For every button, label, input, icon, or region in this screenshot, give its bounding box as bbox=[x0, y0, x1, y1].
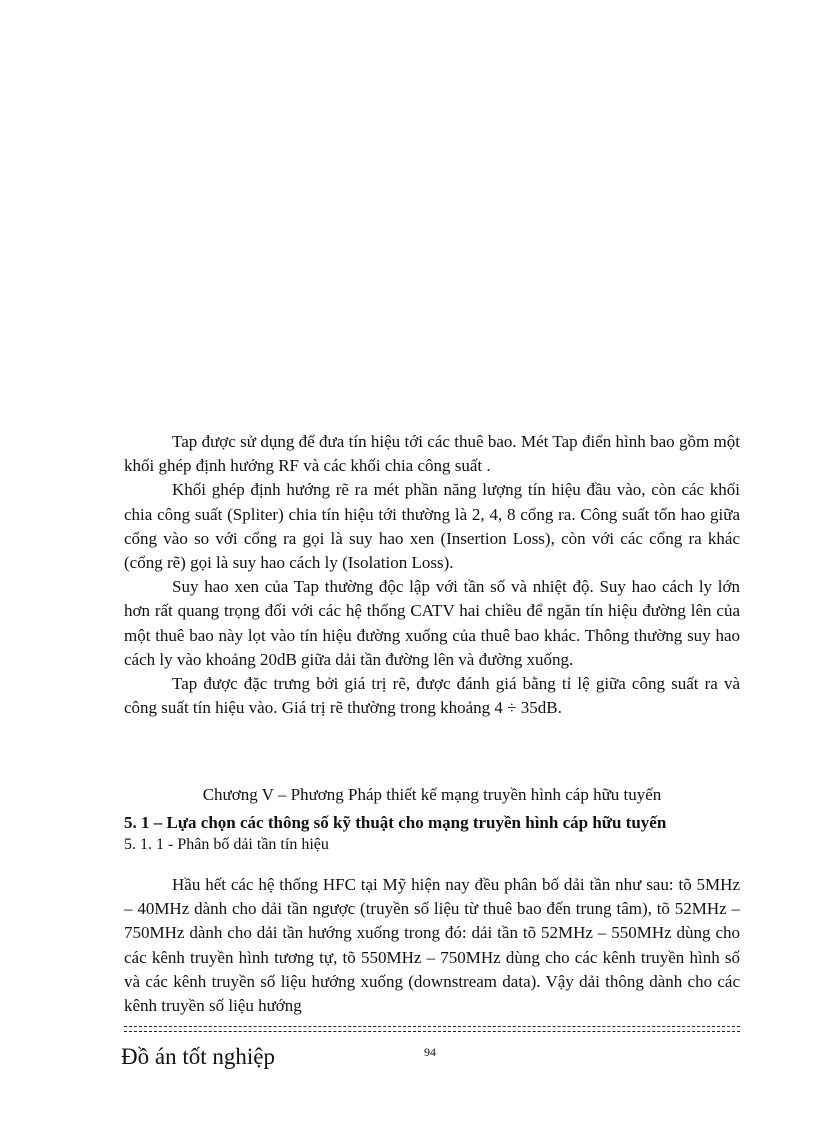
subsection-heading: 5. 1. 1 - Phân bố dải tần tín hiệu bbox=[124, 836, 329, 853]
paragraph-tap-value: Tap được đặc trưng bởi giá trị rẽ, được đánh giá bằng tỉ lệ giữa công suất ra và công suất tín hiệu vào. Giá trị rẽ thường trong khoảng 4 ÷ 35dB. bbox=[124, 674, 740, 718]
paragraph-insertion-loss: Suy hao xen của Tap thường độc lập với tần số và nhiệt độ. Suy hao cách ly lớn hơn rất quang trọng đối với các hệ thống CATV hai chiều để ngăn tín hiệu đường lên của một thuê bao này lọt vào tín hiệu đường xuống của thuê bao khác. Thông thường suy hao cách ly vào khoảng 20dB giữa dải tần đường lên và đường xuống. bbox=[124, 577, 740, 669]
tap-description bbox=[124, 430, 740, 720]
page-number: 94 bbox=[424, 1045, 436, 1059]
paragraph-tap-intro: Tap được sử dụng để đưa tín hiệu tới các thuê bao. Mét Tap điển hình bao gồm một khối ghép định hướng RF và các khối chia công suất . bbox=[124, 432, 740, 476]
chapter-heading: Chương V – Phương Pháp thiết kế mạng truyền hình cáp hữu tuyến bbox=[202, 785, 662, 804]
footer-divider bbox=[124, 1026, 740, 1038]
frequency-allocation bbox=[124, 873, 740, 1018]
paragraph-directional-coupler: Khối ghép định hướng rẽ ra mét phần năng lượng tín hiệu đầu vào, còn các khối chia công suất (Spliter) chia tín hiệu tới thường là 2, 4, 8 cổng ra. Công suất tổn hao giữa cổng vào so với cổng ra gọi là suy hao xen (Insertion Loss), còn với các cổng ra khác (cổng rẽ) gọi là suy hao cách ly (Isolation Loss). bbox=[124, 480, 740, 573]
footer-title: Đồ án tốt nghiệp bbox=[121, 1044, 275, 1069]
section-heading: 5. 1 – Lựa chọn các thông số kỹ thuật cho mạng truyền hình cáp hữu tuyến bbox=[124, 813, 667, 832]
paragraph-hfc-bands: Hầu hết các hệ thống HFC tại Mỹ hiện nay đều phân bố dải tần như sau: tõ 5MHz – 40MHz dành cho dải tần ngược (truyền số liệu từ thuê bao đến trung tâm), tõ 52MHz – 750MHz dành cho dải tần hướng xuống trong đó: dải tần tõ 52MHz – 550MHz dùng cho các kênh truyền hình tương tự, tõ 550MHz – 750MHz dùng cho các kênh truyền hình số và các kênh truyền số liệu hướng xuống (downstream data). Vậy dải thông dành cho các kênh truyền số liệu hướng bbox=[124, 875, 740, 1016]
